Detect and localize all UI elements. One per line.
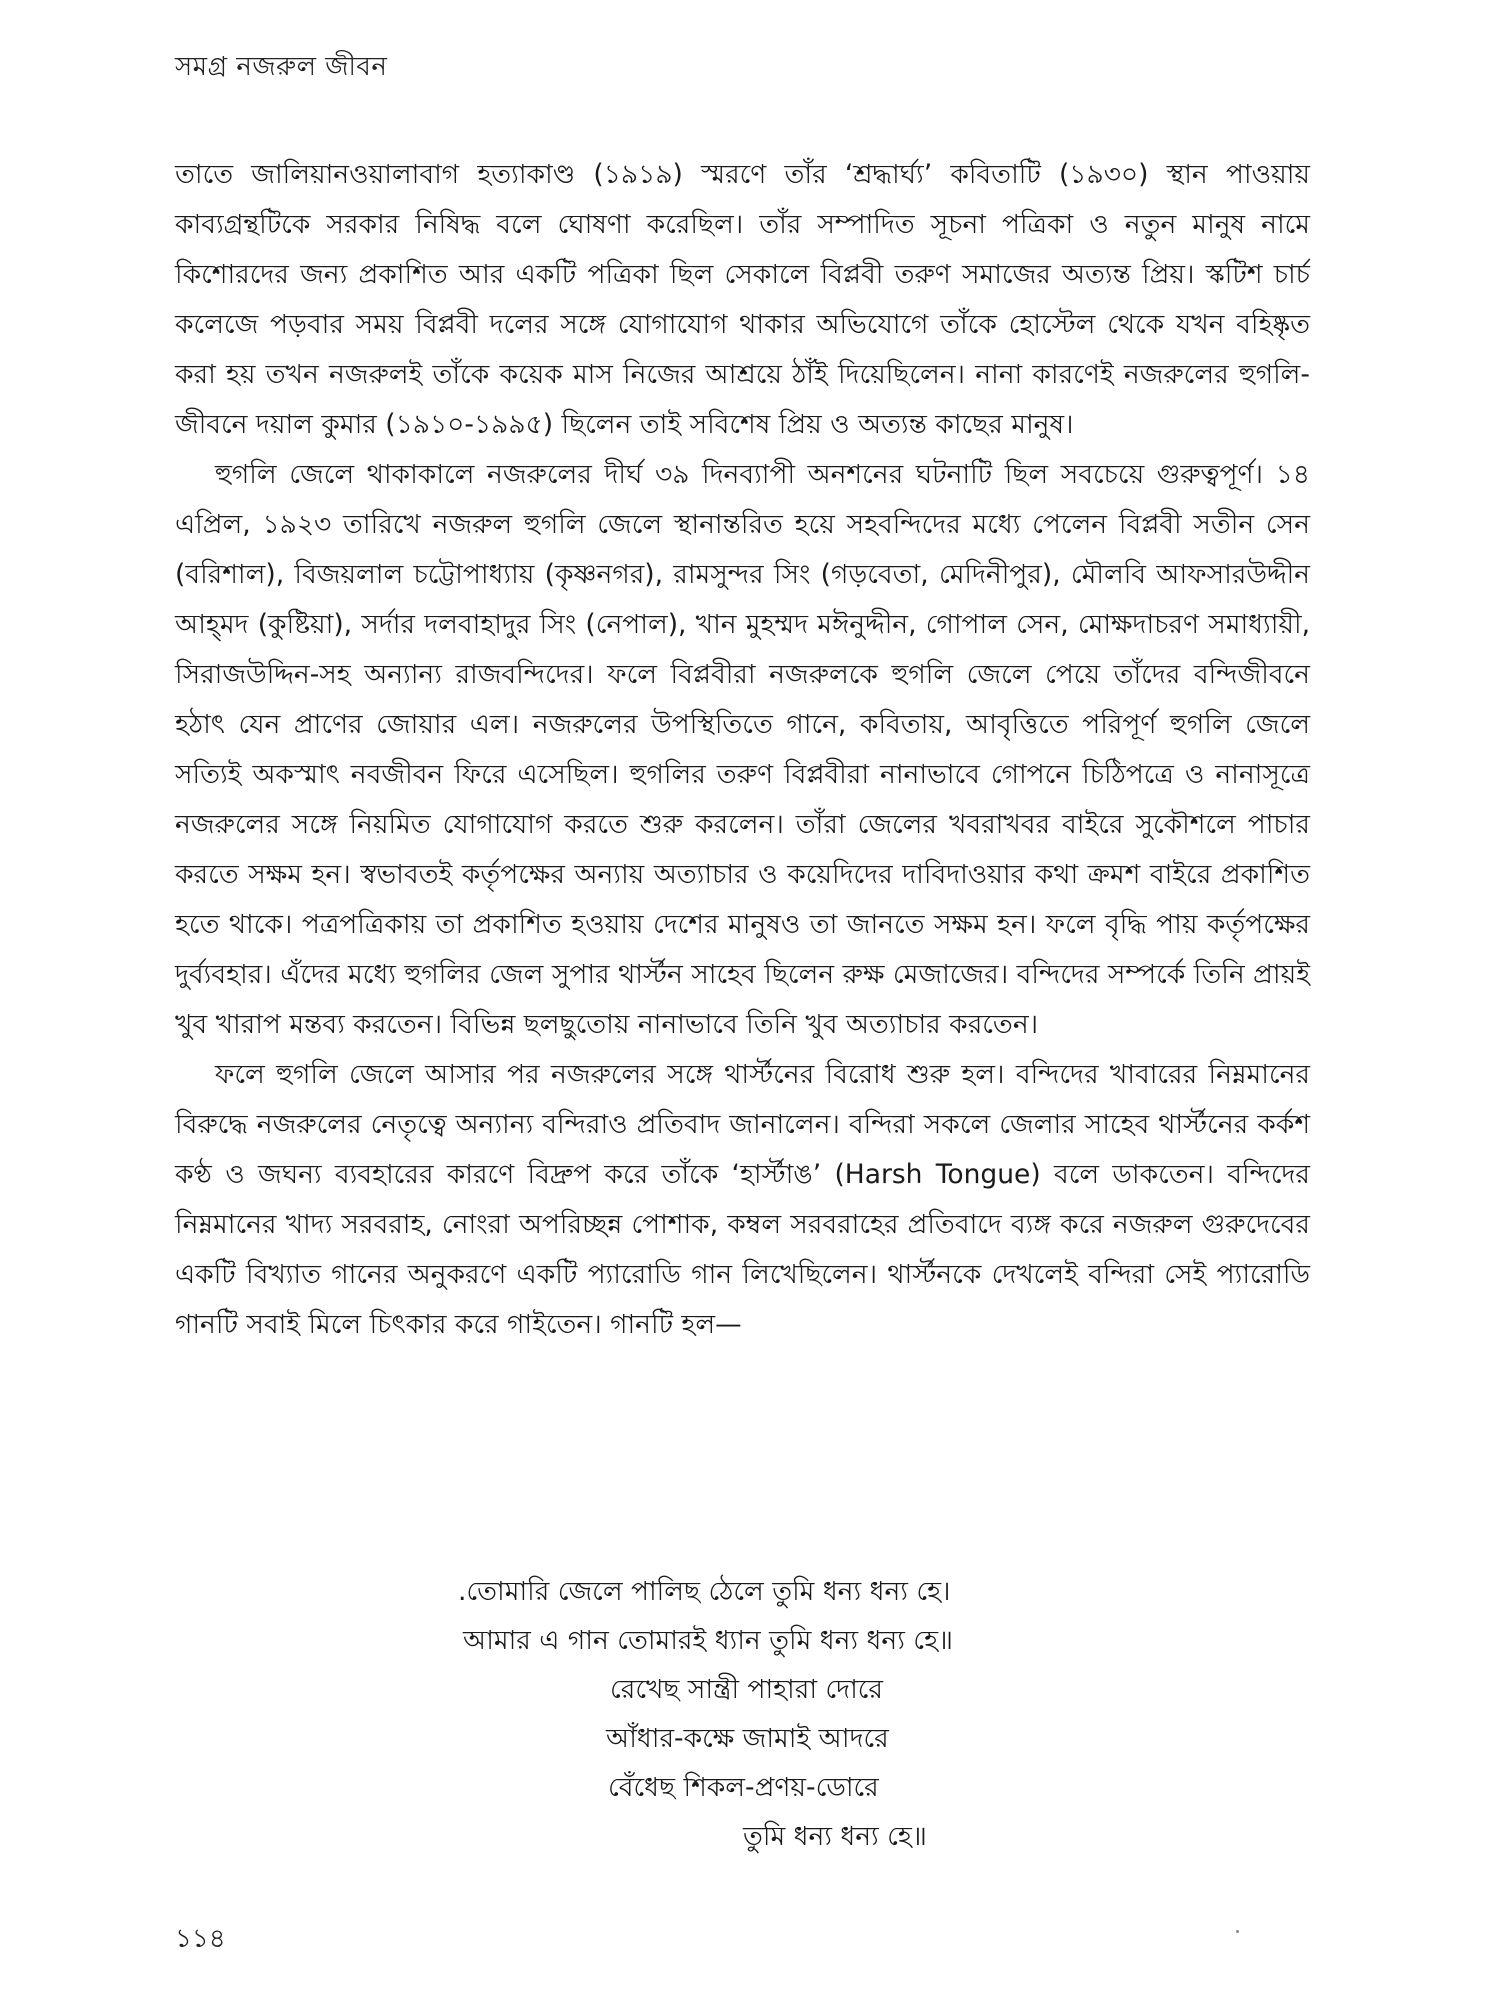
- song-line: .তোমারি জেলে পালিছ ঠেলে তুমি ধন্য ধন্য হে।: [458, 1576, 951, 1607]
- print-speck: [1236, 1930, 1239, 1933]
- page-number: ১১৪: [175, 1924, 226, 1954]
- running-head-title: সমগ্র নজরুল জীবন: [175, 52, 388, 82]
- parody-song: [0, 1567, 1500, 1861]
- body-text: [175, 150, 1310, 1350]
- song-line: তুমি ধন্য ধন্য হে॥: [743, 1821, 927, 1852]
- paragraph-1: তাতে জালিয়ানওয়ালাবাগ হত্যাকাণ্ড (১৯১৯) স্মরণে তাঁর ‘শ্রদ্ধার্ঘ্য’ কবিতাটি (১৯৩০) স্থান পাওয়ায় কাব্যগ্রন্থটিকে সরকার নিষিদ্ধ বলে ঘোষণা করেছিল। তাঁর সম্পাদিত সূচনা পত্রিকা ও নতুন মানুষ নামে কিশোরদের জন্য প্রকাশিত আর একটি পত্রিকা ছিল সেকালে বিপ্লবী তরুণ সমাজের অত্যন্ত প্রিয়। স্কটিশ চার্চ কলেজে পড়বার সময় বিপ্লবী দলের সঙ্গে যোগাযোগ থাকার অভিযোগে তাঁকে হোস্টেল থেকে যখন বহিষ্কৃত করা হয় তখন নজরুলই তাঁকে কয়েক মাস নিজের আশ্রয়ে ঠাঁই দিয়েছিলেন। নানা কারণেই নজরুলের হুগলি-জীবনে দয়াল কুমার (১৯১০-১৯৯৫) ছিলেন তাই সবিশেষ প্রিয় ও অত্যন্ত কাছের মানুষ।: [175, 159, 1310, 440]
- paragraph-2: হুগলি জেলে থাকাকালে নজরুলের দীর্ঘ ৩৯ দিনব্যাপী অনশনের ঘটনাটি ছিল সবচেয়ে গুরুত্বপূর্ণ। ১৪ এপ্রিল, ১৯২৩ তারিখে নজরুল হুগলি জেলে স্থানান্তরিত হয়ে সহবন্দিদের মধ্যে পেলেন বিপ্লবী সতীন সেন (বরিশাল), বিজয়লাল চট্টোপাধ্যায় (কৃষ্ণনগর), রামসুন্দর সিং (গড়বেতা, মেদিনীপুর), মৌলবি আফসারউদ্দীন আহ্‌মদ (কুষ্টিয়া), সর্দার দলবাহাদুর সিং (নেপাল), খান মুহম্মদ মঈনুদ্দীন, গোপাল সেন, মোক্ষদাচরণ সমাধ্যায়ী, সিরাজউদ্দিন-সহ অন্যান্য রাজবন্দিদের। ফলে বিপ্লবীরা নজরুলকে হুগলি জেলে পেয়ে তাঁদের বন্দিজীবনে হঠাৎ যেন প্রাণের জোয়ার এল। নজরুলের উপস্থিতিতে গানে, কবিতায়, আবৃত্তিতে পরিপূর্ণ হুগলি জেলে সত্যিই অকস্মাৎ নবজীবন ফিরে এসেছিল। হুগলির তরুণ বিপ্লবীরা নানাভাবে গোপনে চিঠিপত্রে ও নানাসূত্রে নজরুলের সঙ্গে নিয়মিত যোগাযোগ করতে শুরু করলেন। তাঁরা জেলের খবরাখবর বাইরে সুকৌশলে পাচার করতে সক্ষম হন। স্বভাবতই কর্তৃপক্ষের অন্যায় অত্যাচার ও কয়েদিদের দাবিদাওয়ার কথা ক্রমশ বাইরে প্রকাশিত হতে থাকে। পত্রপত্রিকায় তা প্রকাশিত হওয়ায় দেশের মানুষও তা জানতে সক্ষম হন। ফলে বৃদ্ধি পায় কর্তৃপক্ষের দুর্ব্যবহার। এঁদের মধ্যে হুগলির জেল সুপার থার্স্টন সাহেব ছিলেন রুক্ষ মেজাজের। বন্দিদের সম্পর্কে তিনি প্রায়ই খুব খারাপ মন্তব্য করতেন। বিভিন্ন ছলছুতোয় নানাভাবে তিনি খুব অত্যাচার করতেন।: [175, 459, 1310, 1040]
- song-line: আমার এ গান তোমারই ধ্যান তুমি ধন্য ধন্য হে॥: [463, 1625, 953, 1656]
- song-line: আঁধার-কক্ষে জামাই আদরে: [606, 1723, 889, 1754]
- song-line: বেঁধেছ শিকল-প্রণয়-ডোরে: [608, 1772, 879, 1803]
- song-line: রেখেছ সান্ত্রী পাহারা দোরে: [610, 1674, 884, 1705]
- paragraph-3: ফলে হুগলি জেলে আসার পর নজরুলের সঙ্গে থার্স্টনের বিরোধ শুরু হল। বন্দিদের খাবারের নিম্নমানের বিরুদ্ধে নজরুলের নেতৃত্বে অন্যান্য বন্দিরাও প্রতিবাদ জানালেন। বন্দিরা সকলে জেলার সাহেব থার্স্টনের কর্কশ কণ্ঠ ও জঘন্য ব্যবহারের কারণে বিদ্রুপ করে তাঁকে ‘হার্স্টাঙ’ (Harsh Tongue) বলে ডাকতেন। বন্দিদের নিম্নমানের খাদ্য সরবরাহ, নোংরা অপরিচ্ছন্ন পোশাক, কম্বল সরবরাহের প্রতিবাদে ব্যঙ্গ করে নজরুল গুরুদেবের একটি বিখ্যাত গানের অনুকরণে একটি প্যারোডি গান লিখেছিলেন। থার্স্টনকে দেখলেই বন্দিরা সেই প্যারোডি গানটি সবাই মিলে চিৎকার করে গাইতেন। গানটি হল—: [175, 1059, 1310, 1340]
